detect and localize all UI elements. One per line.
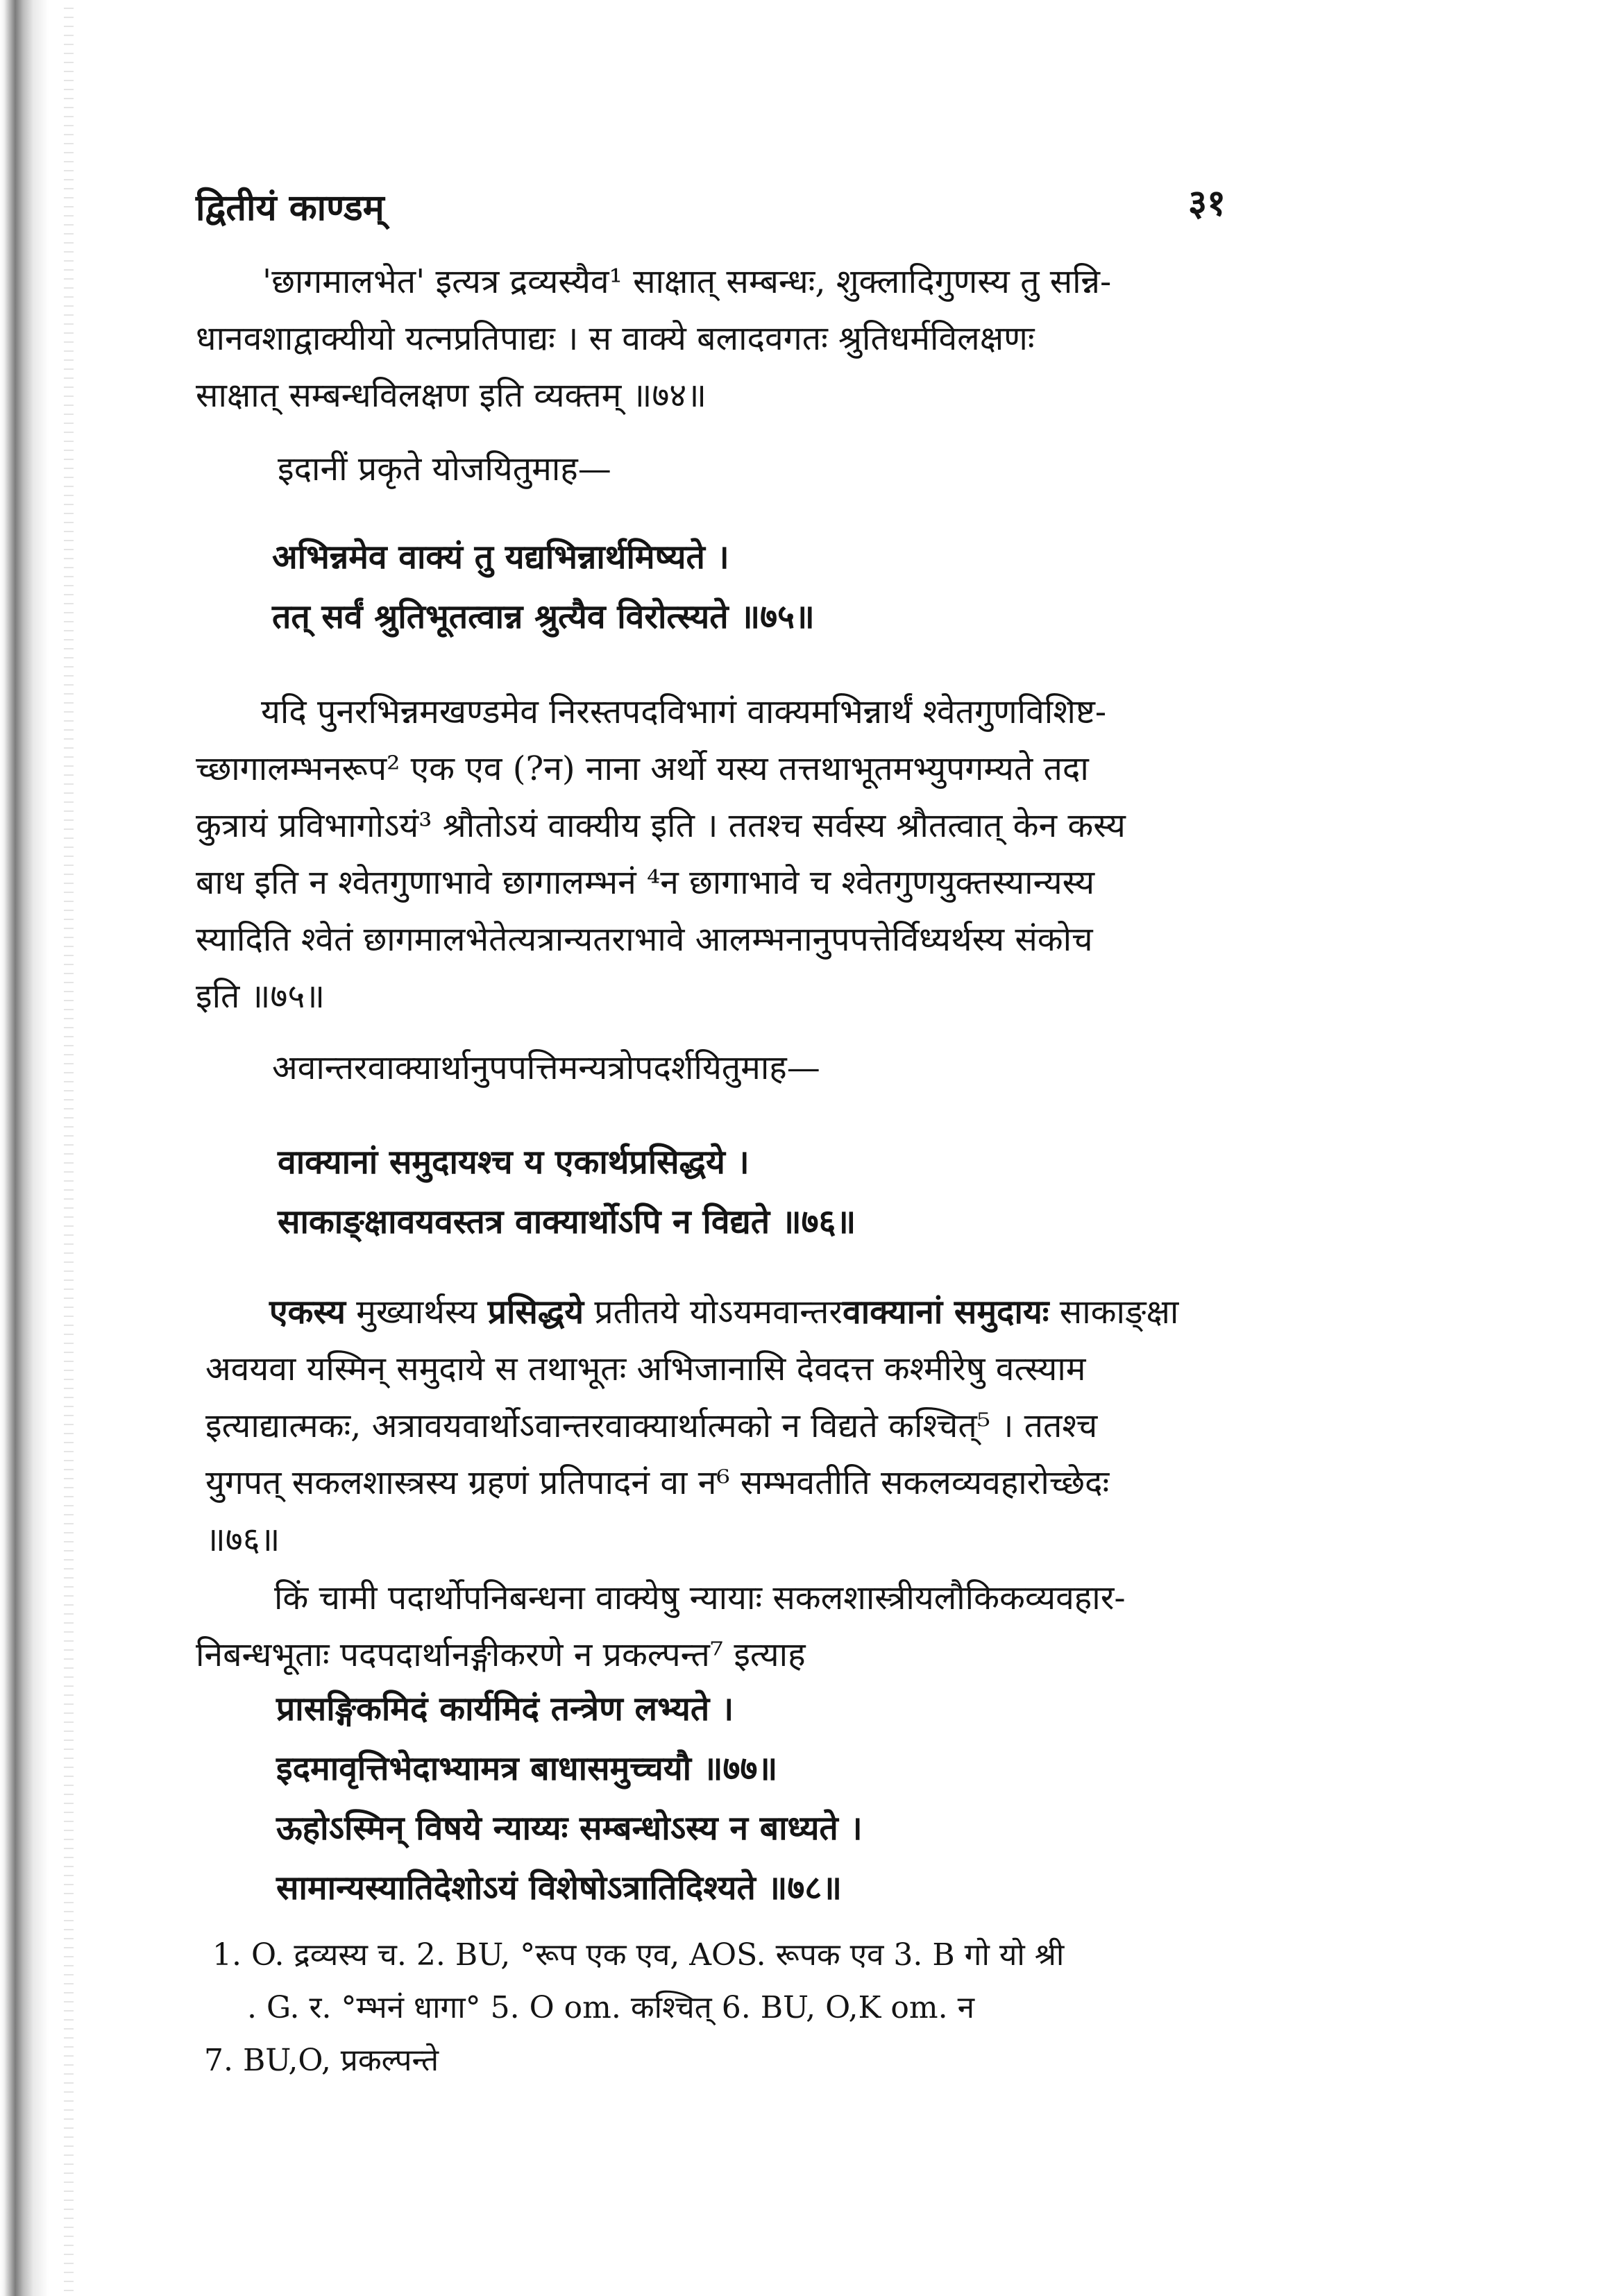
commentary-paragraph-1 <box>196 253 1112 424</box>
commentary-paragraph-4 <box>196 1570 1126 1683</box>
footnote-line: . G. र. °म्भनं धागा° 5. O om. कश्चित् 6. BU, O,K om. न <box>247 1990 975 2025</box>
scan-noise <box>64 0 74 2296</box>
running-header: द्वितीयं काण्डम् <box>196 187 384 229</box>
text-line: अवयवा यस्मिन् समुदाये स तथाभूतः अभिजानासि देवदत्त कश्मीरेषु वत्स्याम <box>205 1350 1086 1388</box>
text-line: निबन्धभूताः पदपदार्थानङ्गीकरणे न प्रकल्पन्त⁷ इत्याह <box>196 1635 806 1674</box>
verse-76 <box>278 1132 856 1252</box>
verse-line: साकाङ्क्षावयवस्तत्र वाक्यार्थोऽपि न विद्यते ॥७६॥ <box>278 1202 856 1241</box>
footnotes <box>204 1929 1064 2087</box>
text-line: युगपत् सकलशास्त्रस्य ग्रहणं प्रतिपादनं वा न⁶ सम्भवतीति सकलव्यवहारोच्छेदः <box>205 1463 1110 1502</box>
verse-75 <box>272 527 815 647</box>
text-line: स्यादिति श्वेतं छागमालभेतेत्यत्रान्यतराभावे आलम्भनानुपपत्तेर्विध्यर्थस्य संकोच <box>196 920 1093 959</box>
footnote-line: 1. O. द्रव्यस्य च. 2. BU, °रूप एक एव, AOS. रूपक एव 3. B गो यो श्री <box>212 1937 1065 1973</box>
verse-line: प्रासङ्गिकमिदं कार्यमिदं तन्त्रेण लभ्यते । <box>276 1690 734 1728</box>
commentary-paragraph-3 <box>205 1284 1179 1568</box>
bold-term: वाक्यानां समुदायः <box>843 1293 1049 1332</box>
plain-text: प्रतीतये योऽयमवान्तर <box>584 1293 843 1332</box>
text-line: कुत्रायं प्रविभागोऽयं³ श्रौतोऽयं वाक्यीय इति । ततश्च सर्वस्य श्रौतत्वात् केन कस्य <box>196 806 1126 845</box>
verse-line: वाक्यानां समुदायश्च य एकार्थप्रसिद्धये । <box>278 1143 750 1182</box>
text-line: धानवशाद्वाक्यीयो यत्नप्रतिपाद्यः । स वाक्ये बलादवगतः श्रुतिधर्मविलक्षणः <box>196 319 1035 358</box>
text-line: च्छागालम्भनरूप² एक एव (?न) नाना अर्थो यस्य तत्तथाभूतमभ्युपगम्यते तदा <box>196 749 1089 788</box>
text-line <box>269 1284 1178 1341</box>
bold-term: एकस्य <box>269 1293 346 1332</box>
text-line: 'छागमालभेत' इत्यत्र द्रव्यस्यैव¹ साक्षात् सम्बन्धः, शुक्लादिगुणस्य तु सन्नि- <box>262 262 1112 301</box>
bold-term: प्रसिद्धये <box>487 1293 584 1332</box>
commentary-paragraph-2 <box>196 683 1126 1025</box>
plain-text: साकाङ्क्षा <box>1049 1293 1179 1332</box>
verse-line: तत् सर्वं श्रुतिभूतत्वान्न श्रुत्यैव विरोत्स्यते ॥७५॥ <box>272 597 815 636</box>
verses-77-78 <box>276 1679 863 1918</box>
verse-line: अभिन्नमेव वाक्यं तु यद्यभिन्नार्थमिष्यते । <box>272 538 729 577</box>
footnote-line: 7. BU,O, प्रकल्पन्ते <box>204 2043 439 2078</box>
verse-introduction: इदानीं प्रकृते योजयितुमाह— <box>278 450 611 488</box>
text-line: साक्षात् सम्बन्धविलक्षण इति व्यक्तम् ॥७४॥ <box>196 376 707 415</box>
page-number: ३१ <box>1188 182 1226 224</box>
text-line: इति ॥७५॥ <box>196 977 325 1016</box>
text-line: इत्याद्यात्मकः, अत्रावयवार्थोऽवान्तरवाक्यार्थात्मको न विद्यते कश्चित्⁵ । ततश्च <box>205 1406 1098 1445</box>
verse-line: सामान्यस्यातिदेशोऽयं विशेषोऽत्रातिदिश्यते ॥७८॥ <box>276 1869 843 1907</box>
text-line: ॥७६॥ <box>205 1520 280 1559</box>
text-line: किं चामी पदार्थोपनिबन्धना वाक्येषु न्यायाः सकलशास्त्रीयलौकिकव्यवहार- <box>274 1579 1126 1617</box>
book-binding-shadow <box>0 0 62 2296</box>
text-line: यदि पुनरभिन्नमखण्डमेव निरस्तपदविभागं वाक्यमभिन्नार्थं श्वेतगुणविशिष्ट- <box>261 692 1107 731</box>
text-line: बाध इति न श्वेतगुणाभावे छागालम्भनं ⁴न छागाभावे च श्वेतगुणयुक्तस्यान्यस्य <box>196 863 1095 902</box>
plain-text: मुख्यार्थस्य <box>345 1293 488 1332</box>
verse-line: ऊहोऽस्मिन् विषये न्याय्यः सम्बन्धोऽस्य न बाध्यते । <box>276 1809 863 1848</box>
verse-line: इदमावृत्तिभेदाभ्यामत्र बाधासमुच्चयौ ॥७७॥ <box>276 1749 778 1788</box>
verse-introduction: अवान्तरवाक्यार्थानुपपत्तिमन्यत्रोपदर्शयितुमाह— <box>272 1048 820 1087</box>
